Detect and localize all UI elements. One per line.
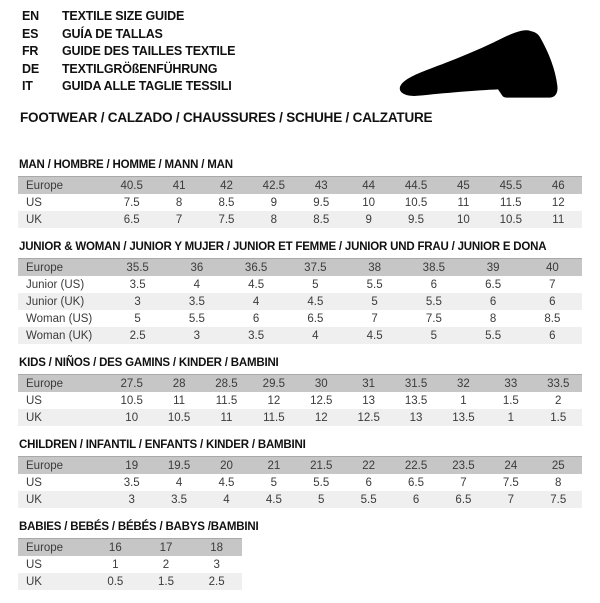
size-table [18, 176, 582, 228]
table-title: CHILDREN / INFANTIL / ENFANTS / KINDER / BAMBINI [19, 439, 306, 451]
size-cell: 7.5 [550, 493, 567, 506]
size-table [18, 456, 582, 508]
size-cell: 36.5 [244, 261, 268, 274]
size-cell: 13 [409, 411, 423, 424]
size-cell: 6 [430, 278, 438, 291]
size-cell: 3 [134, 295, 141, 308]
size-cell: 10 [125, 411, 139, 424]
size-cell: 7.5 [425, 312, 442, 325]
size-cell: 12.5 [357, 411, 380, 424]
language-code: IT [22, 79, 33, 94]
size-cell: 3.5 [129, 278, 146, 291]
size-cell: 45.5 [499, 179, 523, 192]
size-cell: 11.5 [215, 394, 238, 407]
size-cell: 19.5 [167, 459, 191, 472]
language-title: GUÍA DE TALLAS [62, 26, 163, 41]
size-table-section [18, 357, 582, 426]
table-row [18, 177, 582, 195]
row-label: US [26, 196, 42, 209]
size-cell: 4.5 [265, 493, 282, 506]
size-cell: 31 [362, 377, 376, 390]
size-cell: 11 [457, 196, 470, 209]
size-cell: 46 [551, 179, 565, 192]
size-cell: 3 [213, 558, 220, 571]
language-title: TEXTILE SIZE GUIDE [62, 9, 185, 23]
size-cell: 8.5 [218, 196, 235, 209]
size-cell: 8 [270, 213, 278, 226]
size-cell: 38 [368, 261, 382, 274]
size-cell: 3.5 [171, 493, 188, 506]
table-row [18, 276, 582, 293]
size-cell: 6 [489, 295, 497, 308]
size-cell: 4.5 [366, 329, 383, 342]
size-cell: 4 [252, 295, 260, 308]
size-cell: 5 [318, 493, 325, 506]
row-label: Junior (UK) [26, 295, 85, 308]
size-cell: 4.5 [307, 295, 324, 308]
size-cell: 2 [162, 558, 170, 571]
size-cell: 25 [551, 459, 565, 472]
size-cell: 1.5 [502, 394, 519, 407]
size-cell: 10.5 [120, 394, 143, 407]
table-row [18, 409, 582, 426]
table-row [18, 539, 242, 557]
size-cell: 5 [270, 476, 278, 489]
row-label: Europe [26, 541, 64, 554]
size-cell: 12 [551, 196, 565, 209]
language-row [22, 26, 235, 44]
size-cell: 7 [507, 493, 515, 506]
dress-shoe-icon [390, 18, 582, 106]
size-cell: 0.5 [107, 575, 124, 588]
size-table [18, 374, 582, 426]
size-cell: 1 [112, 558, 119, 571]
size-cell: 3.5 [188, 295, 205, 308]
size-cell: 10.5 [404, 196, 428, 209]
table-row [18, 327, 582, 344]
size-cell: 12 [267, 394, 281, 407]
size-cell: 19 [125, 459, 139, 472]
size-table [18, 258, 582, 344]
size-cell: 13 [362, 394, 376, 407]
size-cell: 33.5 [547, 377, 570, 390]
size-cell: 8 [175, 196, 183, 209]
language-row [22, 8, 235, 26]
row-label: US [26, 558, 42, 571]
size-cell: 12 [314, 411, 328, 424]
row-label: Woman (US) [26, 312, 93, 325]
size-cell: 5.5 [313, 476, 330, 489]
size-cell: 3.5 [123, 476, 140, 489]
size-cell: 41 [172, 179, 186, 192]
size-cell: 23.5 [452, 459, 475, 472]
table-row [18, 310, 582, 327]
language-code: ES [22, 26, 39, 41]
size-cell: 7 [371, 312, 378, 325]
size-cell: 1.5 [157, 575, 174, 588]
size-cell: 21.5 [310, 459, 333, 472]
size-cell: 39 [486, 261, 500, 274]
language-title: TEXTILGRÖßENFÜHRUNG [62, 61, 218, 76]
size-tables [18, 159, 582, 603]
table-row [18, 573, 242, 590]
size-cell: 7 [549, 278, 556, 291]
size-cell: 21 [267, 459, 281, 472]
size-cell: 4 [223, 493, 230, 506]
row-label: Europe [26, 261, 64, 274]
size-cell: 12.5 [310, 394, 333, 407]
size-cell: 10.5 [167, 411, 191, 424]
size-cell: 1.5 [550, 411, 567, 424]
size-cell: 44 [362, 179, 376, 192]
size-cell: 4 [193, 278, 201, 291]
size-cell: 24 [504, 459, 518, 472]
table-row [18, 457, 582, 475]
size-cell: 10.5 [499, 213, 523, 226]
size-cell: 36 [190, 261, 204, 274]
language-row [22, 43, 235, 61]
language-title: GUIDA ALLE TAGLIE TESSILI [62, 79, 232, 94]
size-cell: 9.5 [313, 196, 330, 209]
size-cell: 5 [134, 312, 141, 325]
row-label: UK [26, 493, 42, 506]
language-title-block [22, 8, 235, 96]
row-label: Europe [26, 377, 64, 390]
size-table [18, 538, 242, 590]
row-label: UK [26, 411, 42, 424]
size-cell: 7.5 [502, 476, 519, 489]
table-row [18, 259, 582, 277]
size-cell: 28 [172, 377, 186, 390]
language-row [22, 61, 235, 79]
row-label: Woman (UK) [26, 329, 93, 342]
size-cell: 11.5 [500, 196, 522, 209]
table-title: JUNIOR & WOMAN / JUNIOR Y MUJER / JUNIOR ET FEMME / JUNIOR UND FRAU / JUNIOR E DONA [19, 241, 547, 253]
size-cell: 3 [128, 493, 135, 506]
size-cell: 42 [220, 179, 233, 192]
size-table-section [18, 439, 582, 508]
size-cell: 2.5 [129, 329, 146, 342]
size-cell: 27.5 [120, 377, 143, 390]
size-cell: 2 [555, 394, 562, 407]
size-cell: 3 [193, 329, 201, 342]
language-code: EN [22, 9, 39, 23]
size-cell: 4.5 [218, 476, 235, 489]
size-cell: 8.5 [544, 312, 561, 325]
size-cell: 18 [210, 541, 224, 554]
size-table-section [18, 241, 582, 344]
size-cell: 6.5 [455, 493, 472, 506]
row-label: US [26, 476, 42, 489]
size-cell: 11 [173, 394, 186, 407]
size-cell: 40.5 [120, 179, 143, 192]
row-label: Europe [26, 459, 64, 472]
row-label: US [26, 394, 42, 407]
size-cell: 45 [457, 179, 470, 192]
size-cell: 5.5 [485, 329, 502, 342]
size-cell: 11 [552, 213, 565, 226]
size-cell: 38.5 [422, 261, 446, 274]
size-cell: 6 [252, 312, 260, 325]
size-cell: 8 [489, 312, 497, 325]
size-cell: 6 [365, 476, 372, 489]
size-cell: 3.5 [248, 329, 265, 342]
size-cell: 4 [312, 329, 319, 342]
size-cell: 42.5 [262, 179, 286, 192]
size-cell: 30 [314, 377, 328, 390]
size-cell: 9 [270, 196, 278, 209]
size-cell: 31.5 [404, 377, 428, 390]
size-table-section [18, 159, 582, 228]
size-cell: 6.5 [307, 312, 324, 325]
table-row [18, 375, 582, 393]
size-cell: 10 [457, 213, 470, 226]
size-cell: 5.5 [425, 295, 442, 308]
table-row [18, 491, 582, 508]
size-cell: 5.5 [360, 493, 377, 506]
size-cell: 5 [371, 295, 378, 308]
category-header: FOOTWEAR / CALZADO / CHAUSSURES / SCHUHE / CALZATURE [20, 110, 433, 125]
row-label: UK [26, 213, 42, 226]
table-row [18, 194, 582, 211]
size-cell: 11 [220, 411, 233, 424]
language-code: FR [22, 44, 39, 59]
table-row [18, 293, 582, 310]
table-title: BABIES / BEBÉS / BÉBÉS / BABYS /BAMBINI [19, 521, 259, 533]
size-cell: 4 [175, 476, 183, 489]
size-cell: 6 [549, 295, 556, 308]
size-cell: 9.5 [408, 213, 425, 226]
language-code: DE [22, 61, 39, 76]
table-title: MAN / HOMBRE / HOMME / MANN / MAN [19, 159, 233, 171]
size-cell: 6.5 [485, 278, 502, 291]
table-title: KIDS / NIÑOS / DES GAMINS / KINDER / BAMBINI [19, 357, 279, 369]
size-cell: 13.5 [404, 394, 428, 407]
language-title: GUIDE DES TAILLES TEXTILE [62, 44, 236, 59]
table-row [18, 211, 582, 228]
size-cell: 17 [159, 541, 173, 554]
size-cell: 5 [312, 278, 319, 291]
size-cell: 11.5 [263, 411, 285, 424]
size-cell: 16 [108, 541, 122, 554]
size-cell: 10 [362, 196, 376, 209]
size-cell: 43 [314, 179, 328, 192]
size-cell: 28.5 [215, 377, 238, 390]
size-table-section [18, 521, 582, 590]
size-cell: 20 [220, 459, 233, 472]
row-label: Europe [26, 179, 64, 192]
size-cell: 8.5 [313, 213, 330, 226]
size-cell: 35.5 [126, 261, 149, 274]
size-cell: 1 [507, 411, 515, 424]
size-cell: 6 [549, 329, 556, 342]
table-row [18, 556, 242, 573]
size-cell: 6 [412, 493, 420, 506]
size-cell: 5 [430, 329, 438, 342]
size-cell: 44.5 [404, 179, 428, 192]
size-cell: 37.5 [304, 261, 327, 274]
size-cell: 32 [457, 377, 470, 390]
size-cell: 7.5 [218, 213, 235, 226]
size-cell: 5.5 [366, 278, 383, 291]
table-row [18, 474, 582, 491]
size-cell: 7 [460, 476, 467, 489]
row-label: Junior (US) [26, 278, 85, 291]
size-cell: 9 [365, 213, 372, 226]
size-cell: 1 [460, 394, 467, 407]
size-cell: 4.5 [248, 278, 265, 291]
size-cell: 6.5 [123, 213, 140, 226]
size-cell: 33 [504, 377, 518, 390]
size-cell: 7.5 [123, 196, 140, 209]
language-row [22, 78, 235, 96]
size-cell: 22.5 [404, 459, 428, 472]
size-cell: 5.5 [188, 312, 205, 325]
size-cell: 13.5 [452, 411, 475, 424]
row-label: UK [26, 575, 42, 588]
size-cell: 8 [555, 476, 562, 489]
size-cell: 6.5 [408, 476, 425, 489]
table-row [18, 392, 582, 409]
size-cell: 22 [362, 459, 376, 472]
size-cell: 2.5 [208, 575, 225, 588]
size-cell: 29.5 [262, 377, 286, 390]
size-cell: 40 [545, 261, 559, 274]
size-cell: 7 [175, 213, 183, 226]
